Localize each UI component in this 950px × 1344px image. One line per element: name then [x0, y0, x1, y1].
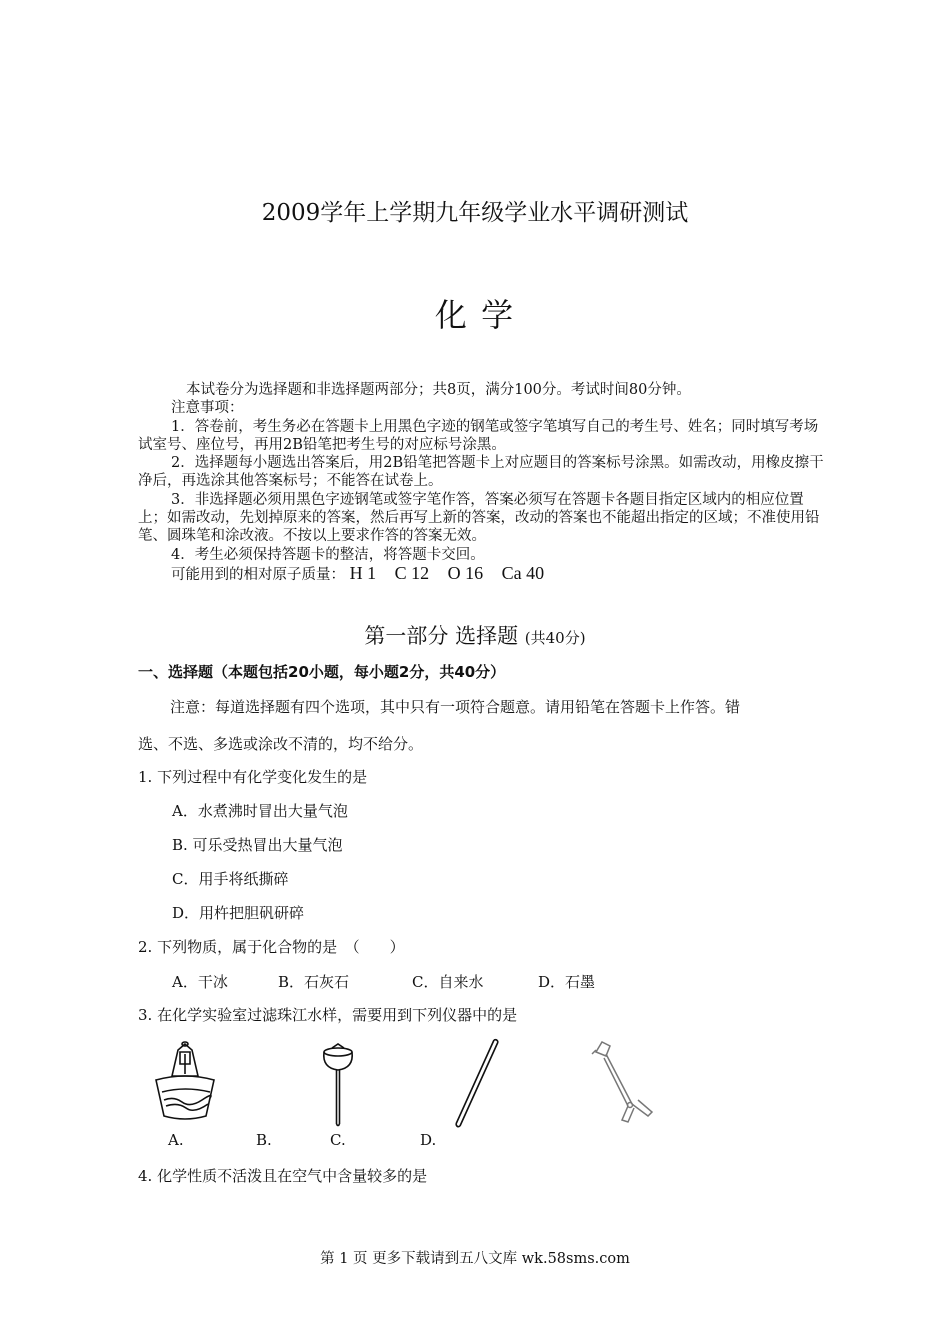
- intro-text: 本试卷分为选择题和非选择题两部分；共8页，满分100分。考试时间80分钟。: [186, 382, 691, 398]
- glass-rod-image: [452, 1036, 502, 1130]
- atomic-mass-line: [138, 564, 826, 584]
- choice-note-line1: 注意：每道选择题有四个选项，其中只有一项符合题意。请用铅笔在答题卡上作答。错: [170, 698, 741, 716]
- question-2-option-b: B．石灰石: [278, 973, 350, 991]
- instructions-block: [138, 381, 826, 584]
- question-2-option-d: D．石墨: [538, 973, 596, 991]
- question-2-stem: 2. 下列物质，属于化合物的是 （ ）: [138, 938, 405, 956]
- atomic-mass-c: C 12: [394, 562, 430, 583]
- part1-title: [0, 620, 950, 650]
- notice-item: 1．答卷前，考生务必在答题卡上用黑色字迹的钢笔或签字笔填写自己的考生号、姓名；同时填写考场试室号、座位号，再用2B铅笔把考生号的对应标号涂黑。: [138, 418, 819, 453]
- question-3-stem: 3. 在化学实验室过滤珠江水样，需要用到下列仪器中的是: [138, 1006, 518, 1024]
- atomic-mass-h: H 1: [349, 562, 377, 583]
- question-2-option-c: C．自来水: [412, 973, 484, 991]
- notice-item: 3．非选择题必须用黑色字迹钢笔或签字笔作答，答案必须写在答题卡各题目指定区域内的相应位置上；如需改动，先划掉原来的答案，然后再写上新的答案，改动的答案也不能超出指定的区域；不准使用铅笔、圆珠笔和涂改液。不按以上要求作答的答案无效。: [138, 491, 820, 545]
- exam-title: 2009学年上学期九年级学业水平调研测试: [261, 200, 689, 226]
- question-3-label-b: B.: [256, 1131, 272, 1149]
- question-3-label-a: A.: [168, 1131, 184, 1149]
- question-3-label-d: D.: [420, 1131, 437, 1149]
- notice-item: 2．选择题每小题选出答案后，用2B铅笔把答题卡上对应题目的答案标号涂黑。如需改动，用橡皮擦干净后，再选涂其他答案标号；不能答在试卷上。: [138, 455, 824, 490]
- choice-note-line2: 选、不选、多选或涂改不清的，均不给分。: [138, 735, 424, 753]
- notice-label: 注意事项：: [171, 400, 244, 417]
- question-1-stem: 1. 下列过程中有化学变化发生的是: [138, 768, 368, 786]
- crucible-tongs-image: [588, 1038, 664, 1126]
- atomic-mass-label: 可能用到的相对原子质量：: [171, 566, 345, 583]
- notice-item: 4．考生必须保持答题卡的整洁，将答题卡交回。: [171, 546, 485, 563]
- evaporating-dish-image: [318, 1042, 358, 1128]
- question-1-option-c: C．用手将纸撕碎: [172, 870, 289, 888]
- question-4-stem: 4. 化学性质不活泼且在空气中含量较多的是: [138, 1167, 428, 1185]
- question-1-option-a: A．水煮沸时冒出大量气泡: [172, 802, 348, 820]
- subject-title: 化 学: [434, 296, 516, 334]
- part1-total: (共40分): [524, 629, 586, 647]
- atomic-mass-o: O 16: [447, 562, 484, 583]
- question-1-option-b: B. 可乐受热冒出大量气泡: [172, 836, 343, 854]
- part1-title-text: 第一部分 选择题: [364, 624, 519, 648]
- alcohol-lamp-image: [152, 1040, 218, 1122]
- page-footer: 第 1 页 更多下载请到五八文库 wk.58sms.com: [320, 1251, 630, 1267]
- question-3-label-c: C.: [330, 1131, 346, 1149]
- section-heading: 一、选择题（本题包括20小题，每小题2分，共40分）: [138, 663, 506, 681]
- question-1-option-d: D．用杵把胆矾研碎: [172, 904, 305, 922]
- atomic-mass-ca: Ca 40: [501, 562, 545, 583]
- question-2-option-a: A．干冰: [172, 973, 228, 991]
